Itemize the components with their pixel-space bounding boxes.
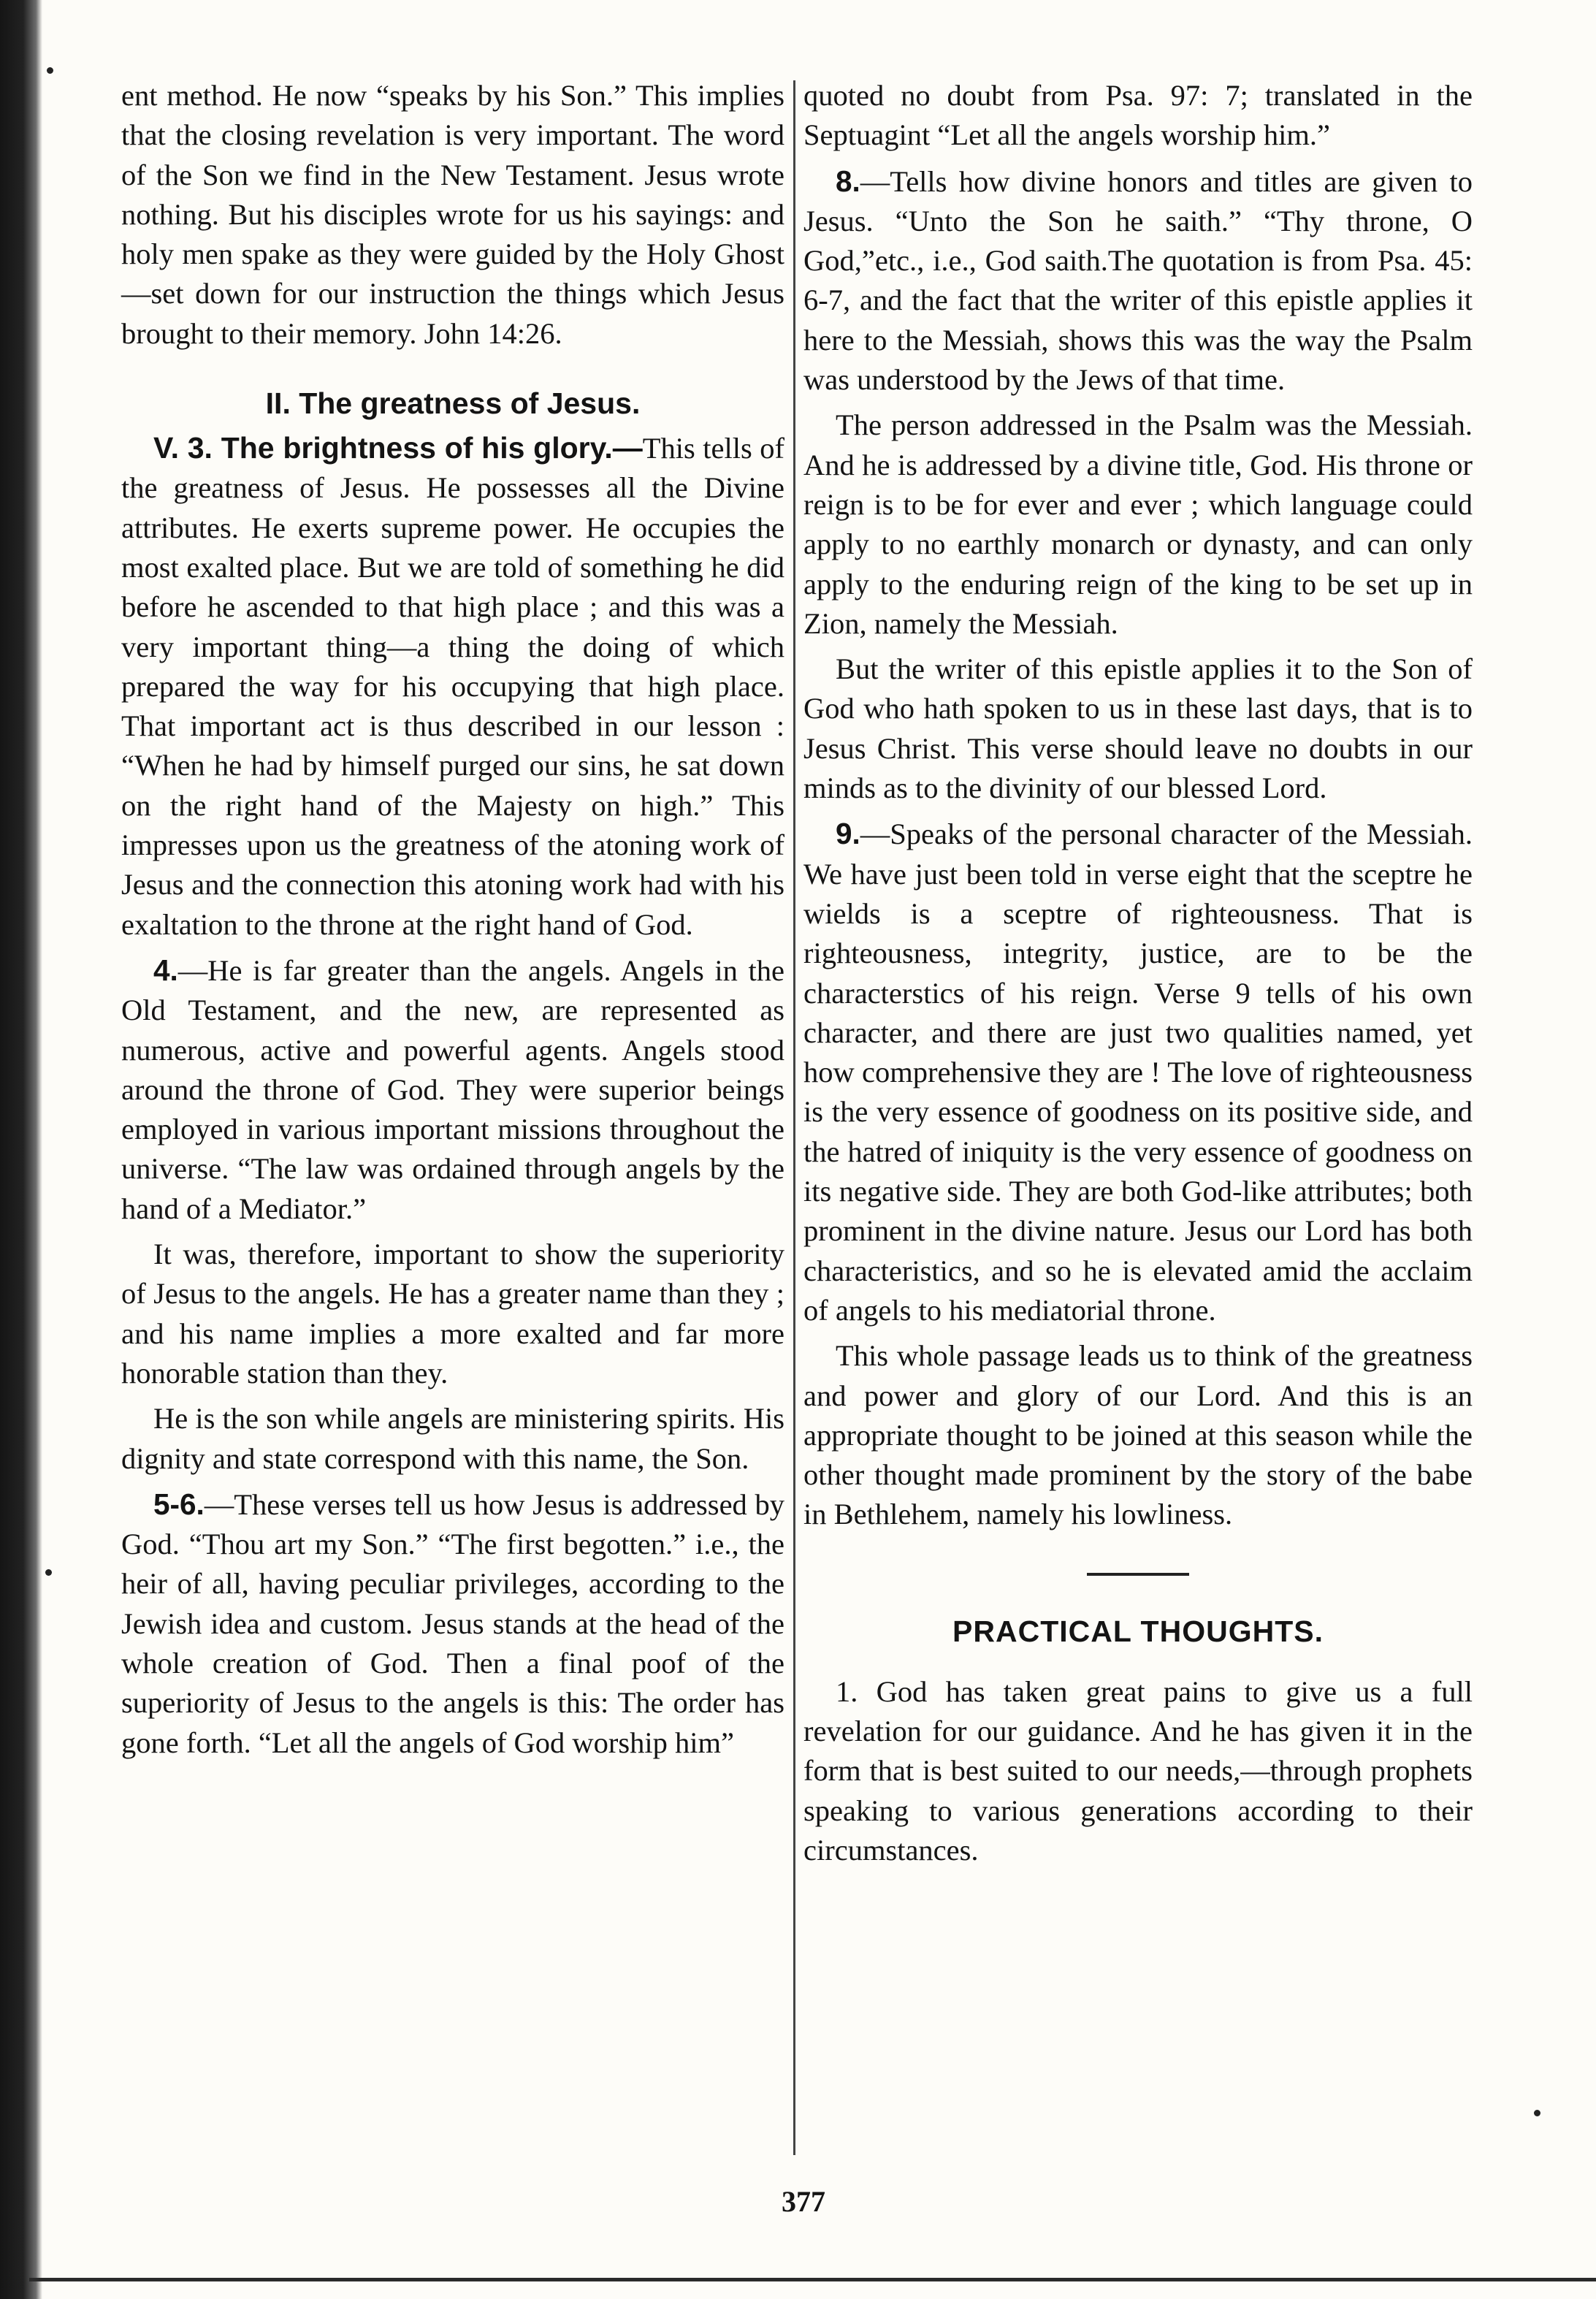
paragraph-verses-5-6	[121, 1484, 784, 1763]
column-divider	[793, 80, 795, 2155]
verse-9-text: —Speaks of the personal character of the Messiah. We have just been told in verse eight that the sceptre he wields is a sceptre of righteousness. That is righteousness, integrity, justice, are to be the characterstics of his reign. Verse 9 tells of his own character, and there are just two qualities named, yet how comprehensive they are ! The love of righteousness is the very essence of goodness on its positive side, and the hatred of iniquity is the very essence of goodness on its negative side. They are both God-like attributes; both prominent in the divine nature. Jesus our Lord has both characteristics, and so he is elevated amid the acclaim of angels to his mediatorial throne.	[803, 817, 1473, 1327]
section-heading: II. The greatness of Jesus.	[265, 386, 641, 421]
verse-8-number: 8.	[836, 164, 860, 198]
paragraph-continuation-right: quoted no doubt from Psa. 97: 7; translated in the Septuagint “Let all the angels worship him.”	[803, 79, 1473, 152]
print-speck	[45, 1569, 52, 1576]
verse-9-number: 9.	[836, 817, 860, 851]
right-column	[803, 76, 1473, 1870]
left-column	[121, 76, 784, 1763]
paragraph-son: He is the son while angels are ministering spirits. His dignity and state correspond with this name, the Son.	[121, 1402, 784, 1475]
paragraph-writer-applies: But the writer of this epistle applies it to the Son of God who hath spoken to us in these last days, that is to Jesus Christ. This verse should leave no doubts in our minds as to the divinity of our blessed Lord.	[803, 652, 1473, 805]
paragraph-verse-4	[121, 950, 784, 1229]
verse-3-heading: V. 3. The brightness of his glory.—	[153, 431, 643, 465]
paragraph-superiority: It was, therefore, important to show the superiority of Jesus to the angels. He has a greater name than they ; and his name implies a more exalted and far more honorable station than they.	[121, 1238, 784, 1389]
book-binding-edge	[0, 0, 42, 2299]
verse-4-number: 4.	[153, 953, 178, 987]
print-speck	[1534, 2110, 1540, 2116]
section-divider-rule	[1087, 1573, 1189, 1576]
paragraph-person-addressed: The person addressed in the Psalm was the Messiah. And he is addressed by a divine title, God. His throne or reign is to be for ever and ever ; which language could apply to no earthly monarch or dynasty, and can only apply to the enduring reign of the king to be set up in Zion, namely the Messiah.	[803, 408, 1473, 640]
page-bottom-rule	[29, 2278, 1596, 2281]
practical-thought-1: 1. God has taken great pains to give us a full revelation for our guidance. And he has given it in the form that is best suited to our needs,—through prophets speaking to various generations according to their circumstances.	[803, 1674, 1473, 1867]
paragraph-verse-9	[803, 814, 1473, 1330]
page-number: 377	[782, 2185, 825, 2218]
print-speck	[47, 67, 53, 74]
paragraph-verse-8	[803, 161, 1473, 400]
paragraph-whole-passage: This whole passage leads us to think of the greatness and power and glory of our Lord. And this is an appropriate thought to be joined at this season while the other thought made prominent by the story of the babe in Bethlehem, namely his lowliness.	[803, 1339, 1473, 1531]
paragraph-verse-3	[121, 428, 784, 945]
practical-thoughts-heading: PRACTICAL THOUGHTS.	[952, 1614, 1324, 1648]
verse-3-text: This tells of the greatness of Jesus. He possesses all the Divine attributes. He exerts supreme power. He occupies the most exalted place. But we are told of something he did before he ascended to that high place ; and this was a very important thing—a thing the doing of which prepared the way for his occupying that high place. That important act is thus described in our lesson : “When he had by himself purged our sins, he sat down on the right hand of the Majesty on high.” This impresses upon us the greatness of the atoning work of Jesus and the connection this atoning work had with his exaltation to the throne at the right hand of God.	[121, 432, 784, 941]
verse-8-text: —Tells how divine honors and titles are given to Jesus. “Unto the Son he saith.” “Thy throne, O God,”etc., i.e., God saith.The quotation is from Psa. 45: 6-7, and the fact that the writer of this epistle applies it here to the Messiah, shows this was the way the Psalm was understood by the Jews of that time.	[803, 164, 1473, 397]
verses-5-6-number: 5-6.	[153, 1487, 205, 1521]
verses-5-6-text: —These verses tell us how Jesus is addressed by God. “Thou art my Son.” “The first begotten.” i.e., the heir of all, having peculiar privileges, according to the Jewish idea and custom. Jesus stands at the head of the whole creation of God. Then a final poof of the superiority of Jesus to the angels is this: The order has gone forth. “Let all the angels of God worship him”	[121, 1487, 784, 1759]
paragraph-continuation: ent method. He now “speaks by his Son.” This implies that the closing revelation is very important. The word of the Son we find in the New Testament. Jesus wrote nothing. But his disciples wrote for us his sayings: and holy men spake as they were guided by the Holy Ghost—set down for our instruction the things which Jesus brought to their memory. John 14:26.	[121, 79, 784, 350]
verse-4-text: —He is far greater than the angels. Angels in the Old Testament, and the new, are represented as numerous, active and powerful agents. Angels stood around the throne of God. They were superior beings employed in various important missions throughout the universe. “The law was ordained through angels by the hand of a Mediator.”	[121, 953, 784, 1225]
